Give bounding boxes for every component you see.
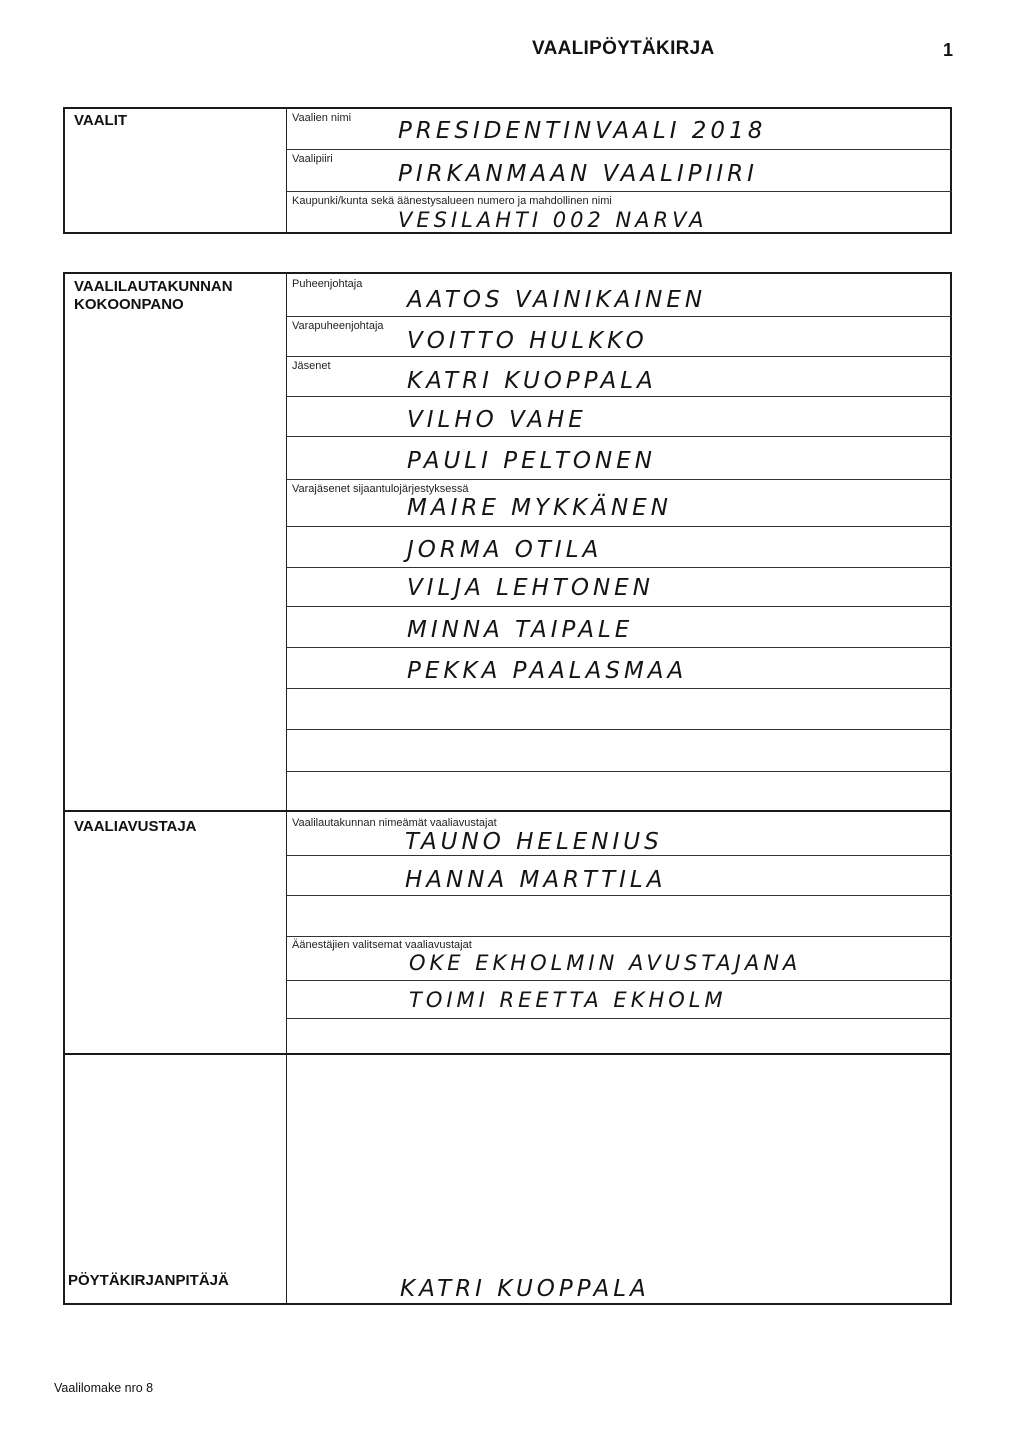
kirjanpitaja-label: PÖYTÄKIRJANPITÄJÄ <box>68 1272 229 1289</box>
vaalit-section <box>63 107 952 234</box>
member-name: VILHO VAHE <box>407 407 587 433</box>
divider <box>286 316 952 317</box>
assistant-name: TAUNO HELENIUS <box>405 829 663 855</box>
divider <box>286 526 952 527</box>
divider <box>286 936 952 937</box>
members-label: Jäsenet <box>292 360 331 372</box>
divider <box>286 191 952 192</box>
assistant-name: TOIMI REETTA EKHOLM <box>409 988 727 1012</box>
voter-chosen-assistants-label: Äänestäjien valitsemat vaaliavustajat <box>292 939 472 951</box>
divider <box>286 109 287 232</box>
member-name: PAULI PELTONEN <box>407 448 656 474</box>
vaalit-label: VAALIT <box>74 112 128 129</box>
kirjanpitaja-section <box>63 1053 952 1305</box>
assistant-name: OKE EKHOLMIN AVUSTAJANA <box>409 951 802 975</box>
deputies-label: Varajäsenet sijaantulojärjestyksessä <box>292 483 469 495</box>
divider <box>286 1018 952 1019</box>
district-label: Vaalipiiri <box>292 153 333 165</box>
lautakunta-label <box>74 278 233 314</box>
chair-value: AATOS VAINIKAINEN <box>407 287 707 313</box>
lautakunta-label-line2: KOKOONPANO <box>74 296 184 313</box>
lautakunta-label-line1: VAALILAUTAKUNNAN <box>74 278 233 295</box>
avustaja-section <box>63 810 952 1055</box>
divider <box>286 812 287 1053</box>
chair-label: Puheenjohtaja <box>292 278 363 290</box>
divider <box>286 149 952 150</box>
divider <box>286 771 952 772</box>
divider <box>286 895 952 896</box>
deputy-name: VILJA LEHTONEN <box>407 575 654 601</box>
deputy-name: MAIRE MYKKÄNEN <box>407 495 672 521</box>
divider <box>286 855 952 856</box>
divider <box>286 436 952 437</box>
divider <box>286 396 952 397</box>
kirjanpitaja-value: KATRI KUOPPALA <box>400 1276 650 1302</box>
divider <box>286 606 952 607</box>
divider <box>286 356 952 357</box>
form-number: Vaalilomake nro 8 <box>54 1381 154 1395</box>
vice-chair-label: Varapuheenjohtaja <box>292 320 384 332</box>
election-name-label: Vaalien nimi <box>292 112 352 124</box>
deputy-name: PEKKA PAALASMAA <box>407 658 688 684</box>
member-name: KATRI KUOPPALA <box>407 368 657 394</box>
municipality-label: Kaupunki/kunta sekä äänestysalueen numero ja mahdollinen nimi <box>292 195 612 207</box>
document-title: VAALIPÖYTÄKIRJA <box>532 38 715 59</box>
district-value: PIRKANMAAN VAALIPIIRI <box>398 161 758 187</box>
divider <box>286 647 952 648</box>
avustaja-label: VAALIAVUSTAJA <box>74 818 197 835</box>
divider <box>286 688 952 689</box>
divider <box>286 567 952 568</box>
divider <box>286 1055 287 1303</box>
lautakunta-section <box>63 272 952 812</box>
divider <box>286 729 952 730</box>
deputy-name: JORMA OTILA <box>407 537 603 563</box>
divider <box>286 479 952 480</box>
municipality-value: VESILAHTI 002 NARVA <box>398 208 708 232</box>
assistant-name: HANNA MARTTILA <box>405 867 667 893</box>
divider <box>286 980 952 981</box>
appointed-assistants-label: Vaalilautakunnan nimeämät vaaliavustajat <box>292 817 497 829</box>
deputy-name: MINNA TAIPALE <box>407 617 634 643</box>
page-number: 1 <box>943 40 954 60</box>
election-name-value: PRESIDENTINVAALI 2018 <box>398 118 767 144</box>
vice-chair-value: VOITTO HULKKO <box>407 328 648 354</box>
